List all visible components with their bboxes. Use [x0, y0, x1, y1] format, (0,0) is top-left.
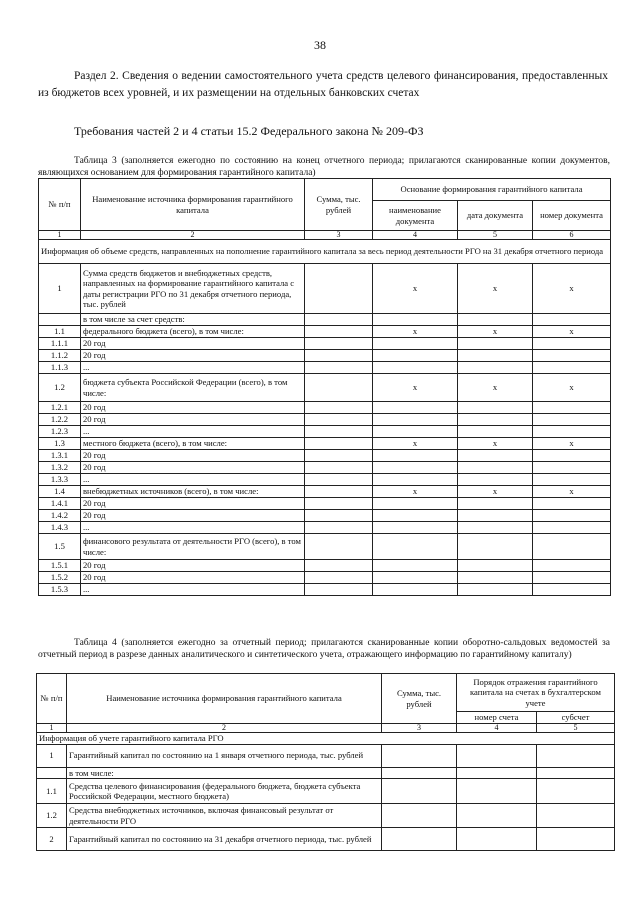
t4-header-subaccount: субсчет [537, 712, 615, 724]
sum-cell [305, 560, 373, 572]
empty-cell [373, 534, 458, 560]
empty-cell [458, 314, 533, 326]
table-row [39, 560, 611, 572]
empty-cell [458, 462, 533, 474]
t3-header-basis: Основание формирования гарантийного капитала [373, 179, 611, 201]
table-row [39, 584, 611, 596]
row-number: 1.5 [39, 534, 81, 560]
sum-cell [305, 438, 373, 450]
row-label: в том числе: [67, 767, 382, 779]
t3-header-docname: наименование документа [373, 201, 458, 231]
empty-cell [458, 560, 533, 572]
section-title: Раздел 2. Сведения о ведении самостоятельного учета средств целевого финансирования, предоставленных из бюджетов всех уровней, и их размещении на отдельных банковских счетах [38, 70, 608, 99]
empty-cell [382, 804, 457, 828]
table-row [37, 767, 615, 779]
row-label: 20 год [81, 450, 305, 462]
t4-colnum: 4 [457, 724, 537, 733]
row-label: ... [81, 426, 305, 438]
x-mark: x [373, 486, 458, 498]
empty-cell [373, 426, 458, 438]
t3-header-docnum: номер документа [533, 201, 611, 231]
empty-cell [533, 426, 611, 438]
sum-cell [305, 534, 373, 560]
t3-header-num: № п/п [39, 179, 81, 231]
x-mark: x [533, 438, 611, 450]
x-mark: x [533, 326, 611, 338]
table-row [39, 314, 611, 326]
row-number: 1 [37, 744, 67, 767]
row-label: ... [81, 522, 305, 534]
table3-caption: Таблица 3 (заполняется ежегодно по состоянию на конец отчетного периода; прилагаются сканированные копии документов, являющихся основанием для формирования гарантийного капитала) [38, 156, 610, 178]
row-number: 1.4.3 [39, 522, 81, 534]
row-number: 1.2.3 [39, 426, 81, 438]
table4 [36, 673, 615, 851]
row-number: 1.4.1 [39, 498, 81, 510]
sum-cell [305, 426, 373, 438]
empty-cell [533, 314, 611, 326]
sum-cell [305, 264, 373, 314]
row-number: 1.5.2 [39, 572, 81, 584]
sum-cell [305, 486, 373, 498]
table-row [39, 486, 611, 498]
empty-cell [373, 522, 458, 534]
x-mark: x [373, 326, 458, 338]
t3-header-docdate: дата документа [458, 201, 533, 231]
empty-cell [537, 767, 615, 779]
empty-cell [373, 498, 458, 510]
t4-header-account: номер счета [457, 712, 537, 724]
x-mark: x [533, 264, 611, 314]
row-label: 20 год [81, 338, 305, 350]
t3-header-source: Наименование источника формирования гарантийного капитала [81, 179, 305, 231]
row-number [37, 767, 67, 779]
empty-cell [373, 314, 458, 326]
row-number: 1.2.1 [39, 402, 81, 414]
row-label: 20 год [81, 572, 305, 584]
sum-cell [305, 314, 373, 326]
x-mark: x [533, 374, 611, 402]
row-label: 20 год [81, 350, 305, 362]
table-row [39, 338, 611, 350]
empty-cell [457, 767, 537, 779]
row-number: 1.3.1 [39, 450, 81, 462]
row-label: местного бюджета (всего), в том числе: [81, 438, 305, 450]
row-label: 20 год [81, 560, 305, 572]
row-label: в том числе за счет средств: [81, 314, 305, 326]
table-row [39, 362, 611, 374]
x-mark: x [458, 264, 533, 314]
row-label: 20 год [81, 462, 305, 474]
row-label: Гарантийный капитал по состоянию на 1 января отчетного периода, тыс. рублей [67, 744, 382, 767]
empty-cell [537, 744, 615, 767]
table-row [39, 438, 611, 450]
t4-header-source: Наименование источника формирования гарантийного капитала [67, 674, 382, 724]
empty-cell [373, 362, 458, 374]
table-row [37, 804, 615, 828]
table-row [39, 374, 611, 402]
table-row [37, 828, 615, 851]
t3-colnum: 4 [373, 231, 458, 240]
sum-cell [305, 522, 373, 534]
t4-header-sum: Сумма, тыс. рублей [382, 674, 457, 724]
empty-cell [373, 572, 458, 584]
t4-info-row: Информация об учете гарантийного капитала РГО [37, 733, 615, 745]
sum-cell [305, 350, 373, 362]
table-row [37, 779, 615, 804]
row-label: ... [81, 584, 305, 596]
empty-cell [533, 560, 611, 572]
row-label: финансового результата от деятельности РГО (всего), в том числе: [81, 534, 305, 560]
table3 [38, 178, 611, 596]
empty-cell [373, 350, 458, 362]
empty-cell [533, 584, 611, 596]
empty-cell [373, 450, 458, 462]
row-label: 20 год [81, 402, 305, 414]
empty-cell [457, 804, 537, 828]
t4-colnum: 1 [37, 724, 67, 733]
empty-cell [533, 450, 611, 462]
empty-cell [458, 414, 533, 426]
row-label: 20 год [81, 510, 305, 522]
sum-cell [305, 338, 373, 350]
row-number: 1.5.3 [39, 584, 81, 596]
table-row [39, 522, 611, 534]
empty-cell [458, 362, 533, 374]
row-label: Средства внебюджетных источников, включая финансовый результат от деятельности РГО [67, 804, 382, 828]
empty-cell [382, 828, 457, 851]
empty-cell [533, 338, 611, 350]
row-label: внебюджетных источников (всего), в том числе: [81, 486, 305, 498]
empty-cell [458, 584, 533, 596]
empty-cell [373, 462, 458, 474]
row-label: ... [81, 362, 305, 374]
empty-cell [458, 534, 533, 560]
empty-cell [533, 414, 611, 426]
t4-colnum: 2 [67, 724, 382, 733]
row-number: 1.1 [39, 326, 81, 338]
table-row [39, 498, 611, 510]
row-number: 1.3.3 [39, 474, 81, 486]
t4-colnum: 5 [537, 724, 615, 733]
t3-colnum: 5 [458, 231, 533, 240]
t4-header-num: № п/п [37, 674, 67, 724]
t3-colnum: 1 [39, 231, 81, 240]
x-mark: x [373, 438, 458, 450]
sum-cell [305, 374, 373, 402]
x-mark: x [458, 374, 533, 402]
requirements-heading: Требования частей 2 и 4 статьи 15.2 Федерального закона № 209-ФЗ [74, 124, 424, 138]
table-row [39, 326, 611, 338]
table-row [39, 534, 611, 560]
table4-caption: Таблица 4 (заполняется ежегодно за отчетный период; прилагаются сканированные копии оборотно-сальдовых ведомостей за отчетный период в разрезе данных аналитического и синтетического учета, отражающего информацию по гарантийному капиталу) [38, 638, 610, 660]
empty-cell [458, 474, 533, 486]
t4-colnum: 3 [382, 724, 457, 733]
sum-cell [305, 326, 373, 338]
row-number: 2 [37, 828, 67, 851]
empty-cell [533, 462, 611, 474]
empty-cell [533, 534, 611, 560]
t3-colnum: 3 [305, 231, 373, 240]
sum-cell [305, 450, 373, 462]
row-label: Гарантийный капитал по состоянию на 31 декабря отчетного периода, тыс. рублей [67, 828, 382, 851]
x-mark: x [458, 438, 533, 450]
empty-cell [373, 560, 458, 572]
row-label: Средства целевого финансирования (федерального бюджета, бюджета субъекта Российской Федерации, местного бюджета) [67, 779, 382, 804]
row-number: 1.3.2 [39, 462, 81, 474]
sum-cell [305, 402, 373, 414]
empty-cell [373, 338, 458, 350]
empty-cell [458, 350, 533, 362]
page-number: 38 [314, 38, 326, 52]
empty-cell [382, 744, 457, 767]
empty-cell [373, 584, 458, 596]
sum-cell [305, 572, 373, 584]
empty-cell [458, 498, 533, 510]
table-row [39, 474, 611, 486]
table-row [39, 402, 611, 414]
table-row [39, 450, 611, 462]
table-row [39, 350, 611, 362]
sum-cell [305, 584, 373, 596]
row-number: 1.4.2 [39, 510, 81, 522]
empty-cell [458, 510, 533, 522]
empty-cell [458, 402, 533, 414]
row-number: 1.1.3 [39, 362, 81, 374]
empty-cell [533, 510, 611, 522]
empty-cell [533, 350, 611, 362]
row-number: 1.1.2 [39, 350, 81, 362]
table-row [39, 426, 611, 438]
x-mark: x [373, 374, 458, 402]
empty-cell [533, 474, 611, 486]
sum-cell [305, 474, 373, 486]
sum-cell [305, 414, 373, 426]
empty-cell [382, 779, 457, 804]
empty-cell [373, 474, 458, 486]
t3-info-row: Информация об объеме средств, направленных на пополнение гарантийного капитала за весь период деятельности РГО на 31 декабря отчетного периода [39, 240, 611, 264]
row-number: 1 [39, 264, 81, 314]
empty-cell [457, 779, 537, 804]
sum-cell [305, 498, 373, 510]
empty-cell [537, 779, 615, 804]
row-number: 1.2 [39, 374, 81, 402]
empty-cell [458, 522, 533, 534]
empty-cell [458, 572, 533, 584]
empty-cell [457, 828, 537, 851]
t3-header-sum: Сумма, тыс. рублей [305, 179, 373, 231]
empty-cell [382, 767, 457, 779]
empty-cell [373, 414, 458, 426]
row-number: 1.5.1 [39, 560, 81, 572]
empty-cell [458, 426, 533, 438]
sum-cell [305, 362, 373, 374]
row-number [39, 314, 81, 326]
row-number: 1.1 [37, 779, 67, 804]
row-label: 20 год [81, 498, 305, 510]
table-row [39, 264, 611, 314]
row-number: 1.2 [37, 804, 67, 828]
row-label: Сумма средств бюджетов и внебюджетных средств, направленных на формирование гарантийного капитала с даты регистрации РГО по 31 декабря отчетного периода, тыс. рублей [81, 264, 305, 314]
empty-cell [537, 804, 615, 828]
empty-cell [373, 510, 458, 522]
row-number: 1.1.1 [39, 338, 81, 350]
table-row [37, 744, 615, 767]
table-row [39, 462, 611, 474]
sum-cell [305, 510, 373, 522]
row-number: 1.3 [39, 438, 81, 450]
empty-cell [533, 522, 611, 534]
empty-cell [533, 498, 611, 510]
empty-cell [533, 572, 611, 584]
empty-cell [373, 402, 458, 414]
x-mark: x [533, 486, 611, 498]
empty-cell [457, 744, 537, 767]
sum-cell [305, 462, 373, 474]
table-row [39, 510, 611, 522]
x-mark: x [373, 264, 458, 314]
row-label: 20 год [81, 414, 305, 426]
table-row [39, 572, 611, 584]
empty-cell [537, 828, 615, 851]
row-number: 1.2.2 [39, 414, 81, 426]
x-mark: x [458, 326, 533, 338]
t3-colnum: 6 [533, 231, 611, 240]
empty-cell [533, 362, 611, 374]
t4-header-order: Порядок отражения гарантийного капитала на счетах в бухгалтерском учете [457, 674, 615, 712]
empty-cell [533, 402, 611, 414]
empty-cell [458, 450, 533, 462]
empty-cell [458, 338, 533, 350]
t3-colnum: 2 [81, 231, 305, 240]
row-label: бюджета субъекта Российской Федерации (всего), в том числе: [81, 374, 305, 402]
row-label: федерального бюджета (всего), в том числе: [81, 326, 305, 338]
x-mark: x [458, 486, 533, 498]
row-label: ... [81, 474, 305, 486]
row-number: 1.4 [39, 486, 81, 498]
table-row [39, 414, 611, 426]
